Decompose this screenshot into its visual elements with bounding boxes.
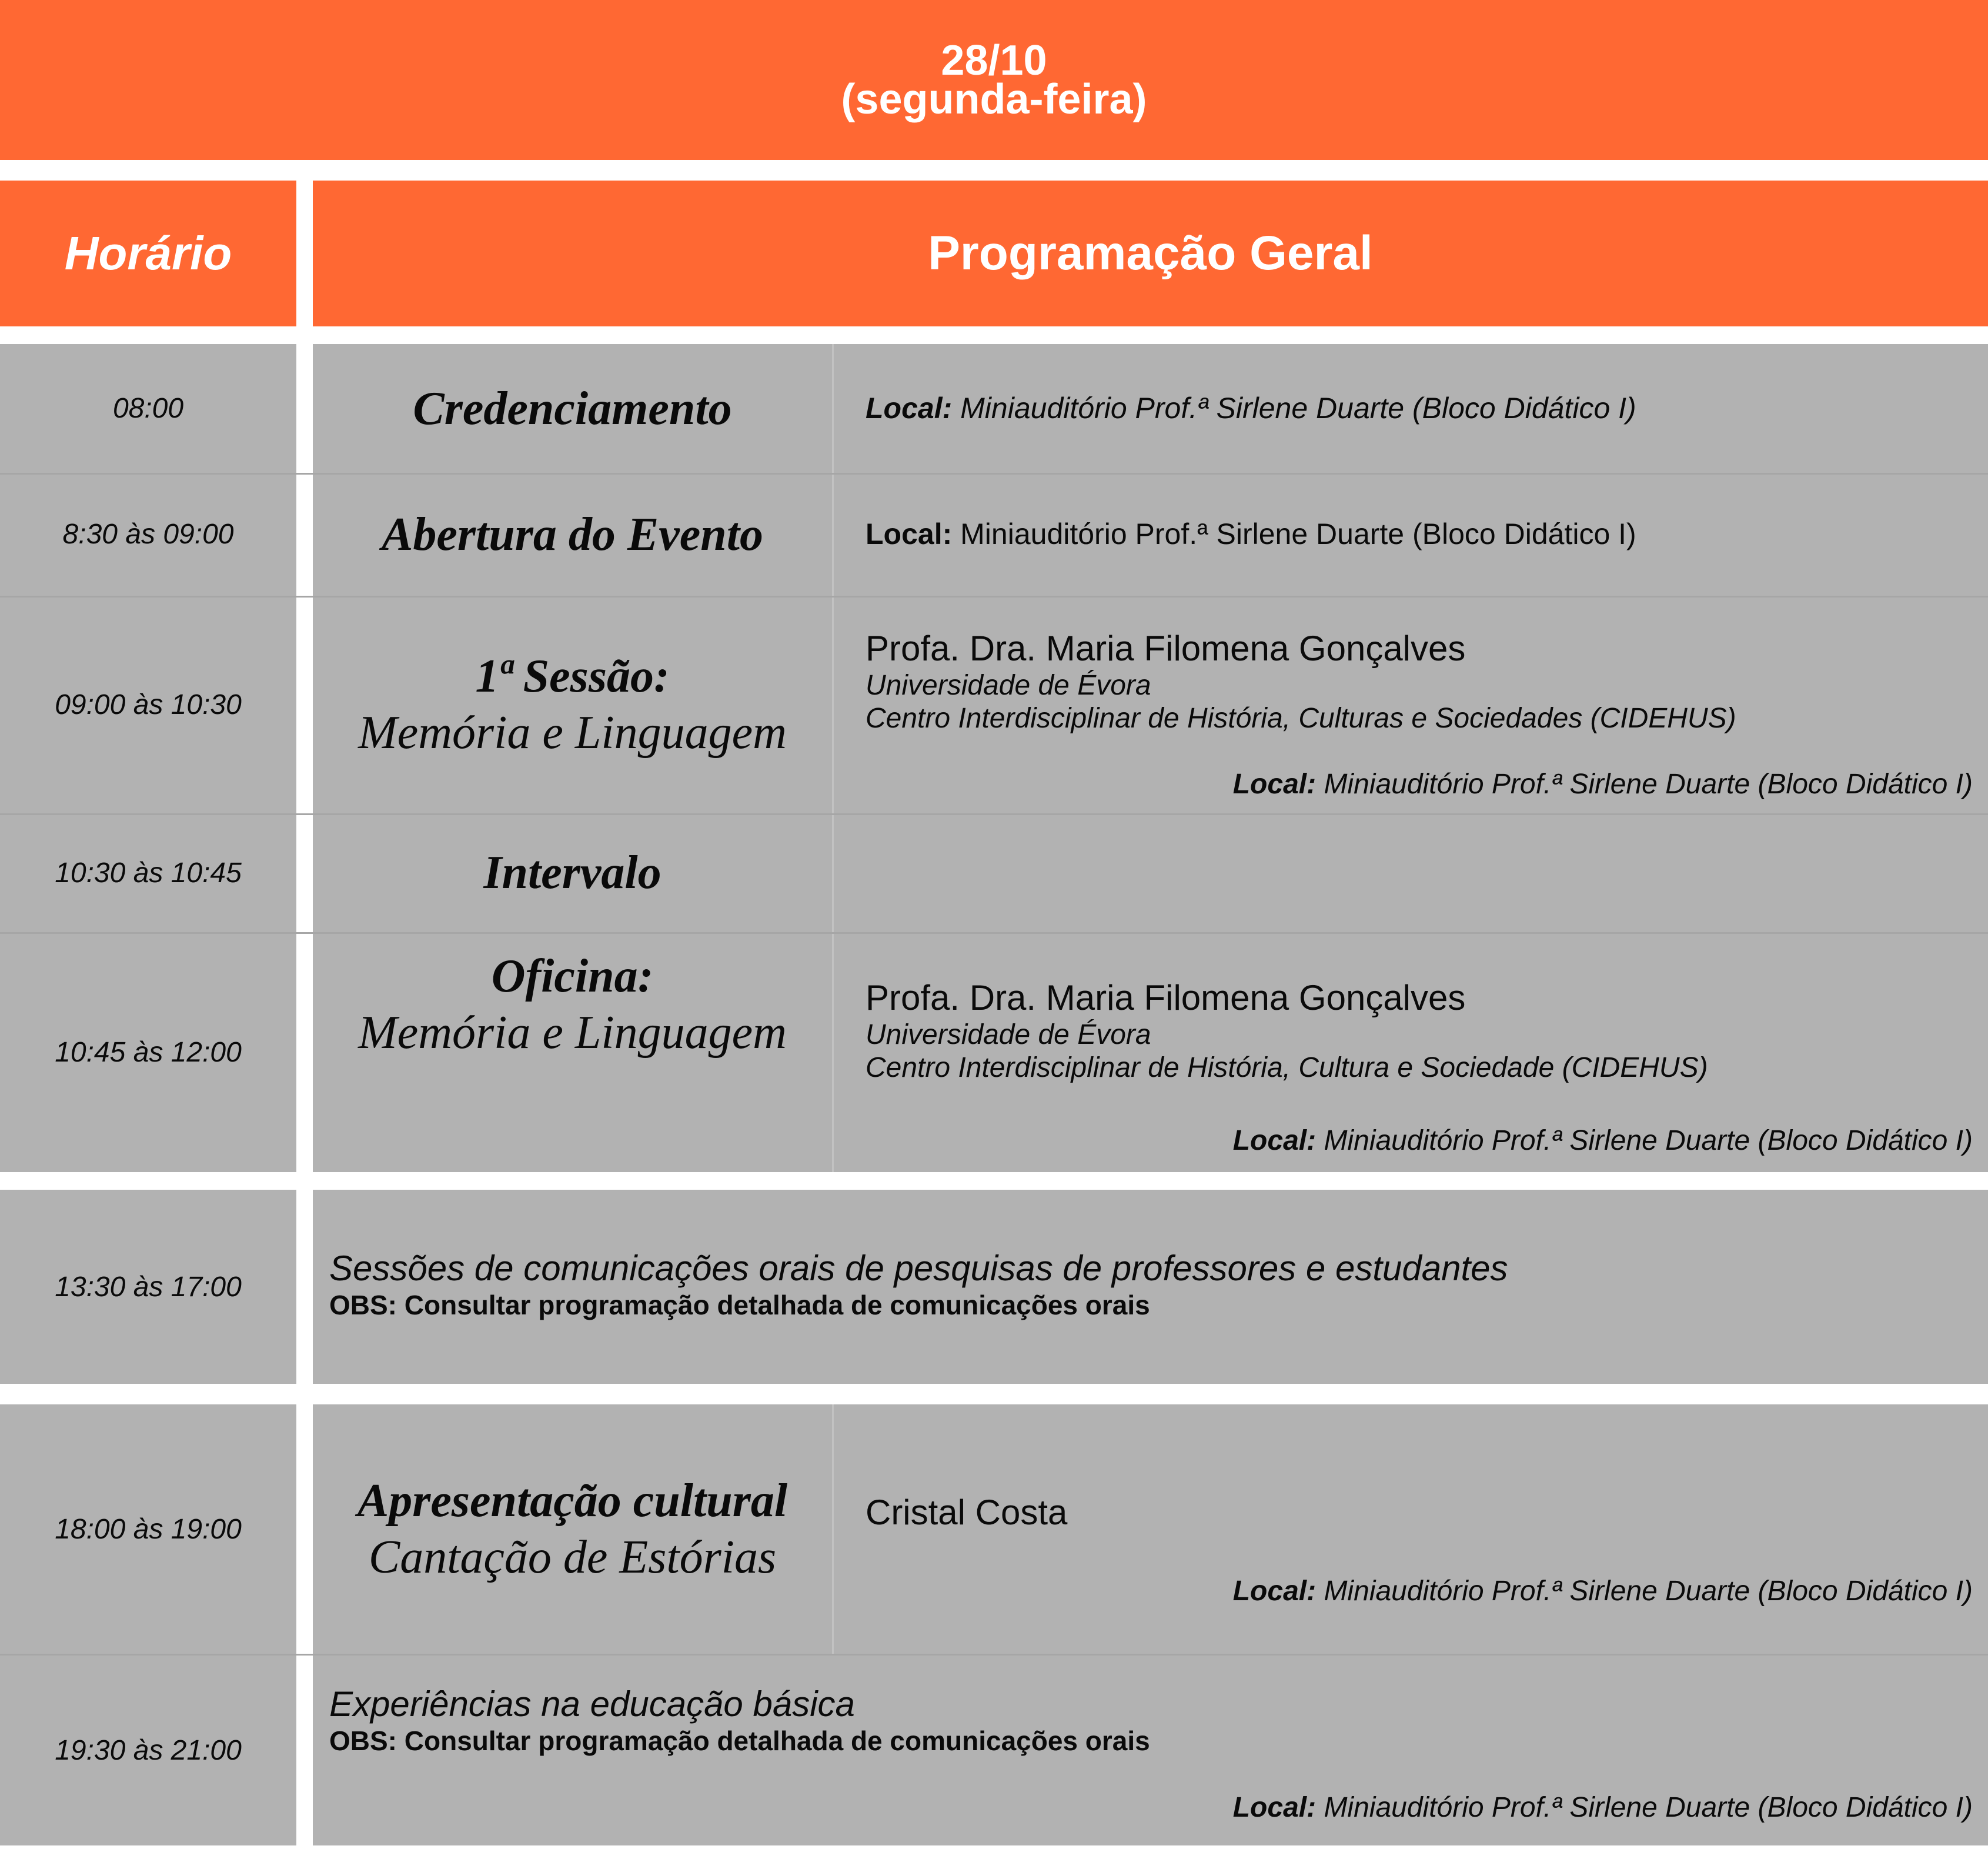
row-time: 18:00 às 19:00	[55, 1513, 242, 1545]
row-divider	[0, 473, 1988, 475]
row-time: 10:45 às 12:00	[55, 1036, 242, 1068]
row-divider	[0, 596, 1988, 598]
row-local	[1233, 1124, 1973, 1157]
column-header-program: Programação Geral	[313, 181, 1988, 326]
speaker-name: Cristal Costa	[866, 1493, 1068, 1532]
row-time: 13:30 às 17:00	[0, 1190, 296, 1384]
row-local	[1233, 1791, 1973, 1824]
row-subtitle: Memória e Linguagem	[358, 707, 787, 759]
row-local	[1233, 768, 1973, 800]
affiliation: Universidade de Évora	[866, 1019, 1151, 1050]
row-title: Intervalo	[483, 847, 661, 899]
local-label: Local:	[1232, 769, 1317, 800]
date-banner	[0, 0, 1988, 160]
local-label: Local:	[1232, 1125, 1317, 1156]
row-time: 09:00 às 10:30	[55, 689, 242, 720]
local-value: Miniauditório Prof.ª Sirlene Duarte (Bloco Didático I)	[960, 518, 1636, 550]
row-local	[866, 392, 1636, 425]
row-title: Abertura do Evento	[382, 508, 763, 560]
session-description: Experiências na educação básica	[329, 1684, 855, 1724]
row-title: Oficina:	[491, 950, 654, 1002]
speaker-name: Profa. Dra. Maria Filomena Gonçalves	[866, 629, 1466, 668]
local-value: Miniauditório Prof.ª Sirlene Duarte (Bloco Didático I)	[1324, 769, 1973, 800]
local-value: Miniauditório Prof.ª Sirlene Duarte (Bloco Didático I)	[960, 392, 1636, 425]
affiliation: Universidade de Évora	[866, 670, 1151, 701]
row-divider	[0, 932, 1988, 934]
column-divider	[832, 1404, 834, 1654]
obs-note: OBS: Consultar programação detalhada de comunicações orais	[329, 1726, 1150, 1756]
row-title-block	[313, 596, 832, 813]
column-header-time: Horário	[0, 181, 296, 326]
weekday: (segunda-feira)	[841, 76, 1147, 123]
obs-note: OBS: Consultar programação detalhada de comunicações orais	[329, 1290, 1150, 1320]
row-time: 10:30 às 10:45	[55, 857, 242, 889]
date: 28/10	[941, 37, 1047, 84]
row-divider	[0, 813, 1988, 815]
row-time: 19:30 às 21:00	[55, 1735, 242, 1766]
row-title-block	[313, 1404, 832, 1654]
row-local	[1233, 1575, 1973, 1607]
row-details	[866, 628, 1736, 735]
row-local	[866, 518, 1636, 550]
row-details	[329, 1684, 1150, 1757]
local-label: Local:	[866, 392, 953, 425]
row-title: 1ª Sessão:	[475, 650, 670, 702]
row-divider	[0, 1654, 1988, 1656]
row-subtitle: Memória e Linguagem	[358, 1007, 787, 1059]
local-label: Local:	[866, 518, 953, 550]
local-value: Miniauditório Prof.ª Sirlene Duarte (Bloco Didático I)	[1324, 1792, 1973, 1823]
session-description: Sessões de comunicações orais de pesquisas de professores e estudantes	[329, 1249, 1508, 1288]
row-time: 08:00	[112, 393, 184, 424]
row-title-block	[313, 948, 832, 1061]
local-label: Local:	[1232, 1792, 1317, 1823]
program-column-block-2	[313, 1190, 1988, 1384]
local-value: Miniauditório Prof.ª Sirlene Duarte (Bloco Didático I)	[1324, 1125, 1973, 1156]
affiliation: Centro Interdisciplinar de História, Culturas e Sociedades (CIDEHUS)	[866, 703, 1736, 734]
speaker-name: Profa. Dra. Maria Filomena Gonçalves	[866, 978, 1466, 1017]
local-value: Miniauditório Prof.ª Sirlene Duarte (Bloco Didático I)	[1324, 1576, 1973, 1607]
local-label: Local:	[1232, 1576, 1317, 1607]
row-details	[866, 977, 1708, 1084]
column-divider	[832, 344, 834, 1172]
row-title: Credenciamento	[413, 382, 732, 435]
row-time: 8:30 às 09:00	[62, 519, 234, 550]
row-title: Apresentação cultural	[357, 1475, 788, 1527]
affiliation: Centro Interdisciplinar de História, Cultura e Sociedade (CIDEHUS)	[866, 1052, 1708, 1083]
row-subtitle: Cantação de Estórias	[368, 1531, 777, 1583]
